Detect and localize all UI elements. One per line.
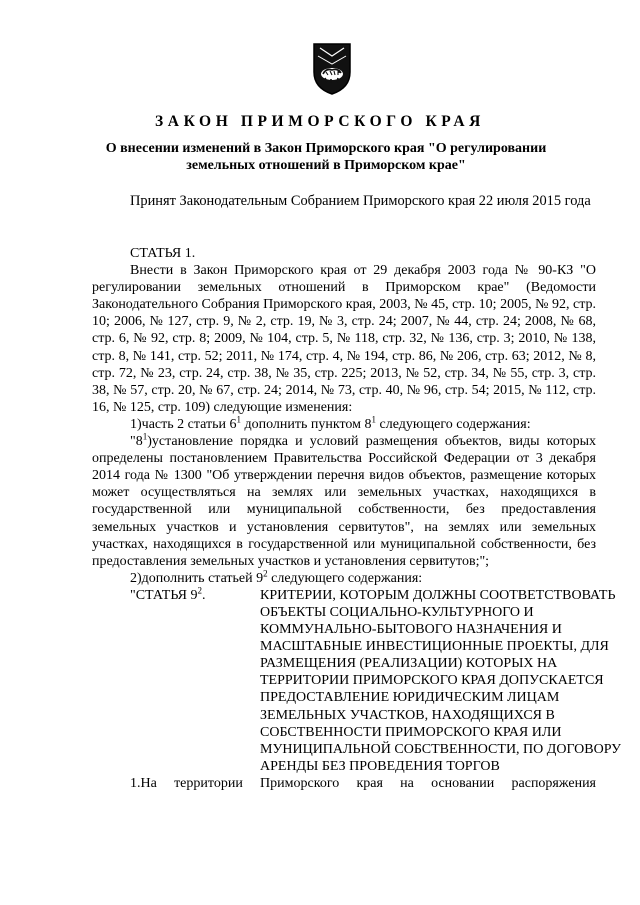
document-body [92,245,622,792]
adoption-note: Принят Законодательным Собранием Приморского края 22 июля 2015 года [130,193,591,209]
amendment-item-2: 2)дополнить статьей $9^2$ следующего содержания: [130,568,423,586]
amendment-item-1-text: "$8^1)установление$ порядка и условий размещения объектов, виды которых определены постановлением Правительства Российской Федерации от 3 декабря 2014 года № 1300 "Об утверждении перечня видов объектов, размещение которых может осуществляться на землях или земельных участках, находящихся в государственной или муниципальной собственности, без предоставления земельных участков и установления сервитутов", на землях или земельных участках, находящихся в государственной или муниципальной собственности, без предоставления земельных участков и установления сервитутов;"; [92,431,596,569]
coat-of-arms-primorsky-krai-icon [312,42,352,96]
new-article-caption: КРИТЕРИИ, КОТОРЫМ ДОЛЖНЫ СООТВЕТСТВОВАТЬ ОБЪЕКТЫ СОЦИАЛЬНО-КУЛЬТУРНОГО И КОММУНАЛЬНО-БЫТОВОГО НАЗНАЧЕНИЯ И МАСШТАБНЫЕ ИНВЕСТИЦИОННЫЕ ПРОЕКТЫ, ДЛЯ РАЗМЕЩЕНИЯ (РЕАЛИЗАЦИИ) КОТОРЫХ НА ТЕРРИТОРИИ ПРИМОРСКОГО КРАЯ ДОПУСКАЕТСЯ ПРЕДОСТАВЛЕНИЕ ЮРИДИЧЕСКИМ ЛИЦАМ ЗЕМЕЛЬНЫХ УЧАСТКОВ, НАХОДЯЩИХСЯ В СОБСТВЕННОСТИ ПРИМОРСКОГО КРАЯ ИЛИ МУНИЦИПАЛЬНОЙ СОБСТВЕННОСТИ, ПО ДОГОВОРУ АРЕНДЫ БЕЗ ПРОВЕДЕНИЯ ТОРГОВ [260,587,622,774]
article-1-intro: Внести в Закон Приморского края от 29 декабря 2003 года № 90-КЗ "О регулировании земельных отношений в Приморском крае" (Ведомости Законодательного Собрания Приморского края, 2003, № 45, стр. 10; 2005, № 92, стр. 10; 2006, № 127, стр. 9, № 2, стр. 19, № 3, стр. 24; 2007, № 44, стр. 24; 2008, № 68, стр. 6, № 92, стр. 8; 2009, № 104, стр. 5, № 118, стр. 32, № 136, стр. 3; 2010, № 138, стр. 8, № 141, стр. 52; 2011, № 174, стр. 4, № 194, стр. 86, № 206, стр. 63; 2012, № 8, стр. 72, № 23, стр. 24, стр. 38, № 35, стр. 225; 2013, № 52, стр. 34, № 55, стр. 3, стр. 38, № 57, стр. 20, № 67, стр. 24; 2014, № 73, стр. 40, № 96, стр. 54; 2015, № 112, стр. 16, № 125, стр. 109) следующие изменения: [92,263,596,415]
new-article-number: "СТАТЬЯ $9^2$. [130,585,206,603]
new-article-point-1: 1.На территории Приморского края на основании распоряжения [130,775,596,791]
law-title: ЗАКОН ПРИМОРСКОГО КРАЯ [155,113,485,130]
article-1-heading: СТАТЬЯ 1. [130,246,196,261]
amendment-item-1: 1)часть 2 статьи $6^1$ дополнить пунктом $8^1$ следующего содержания: [130,414,531,432]
law-subtitle: О внесении изменений в Закон Приморского края "О регулировании земельных отношений в Приморском крае" [105,141,547,173]
new-article-heading [92,585,622,775]
